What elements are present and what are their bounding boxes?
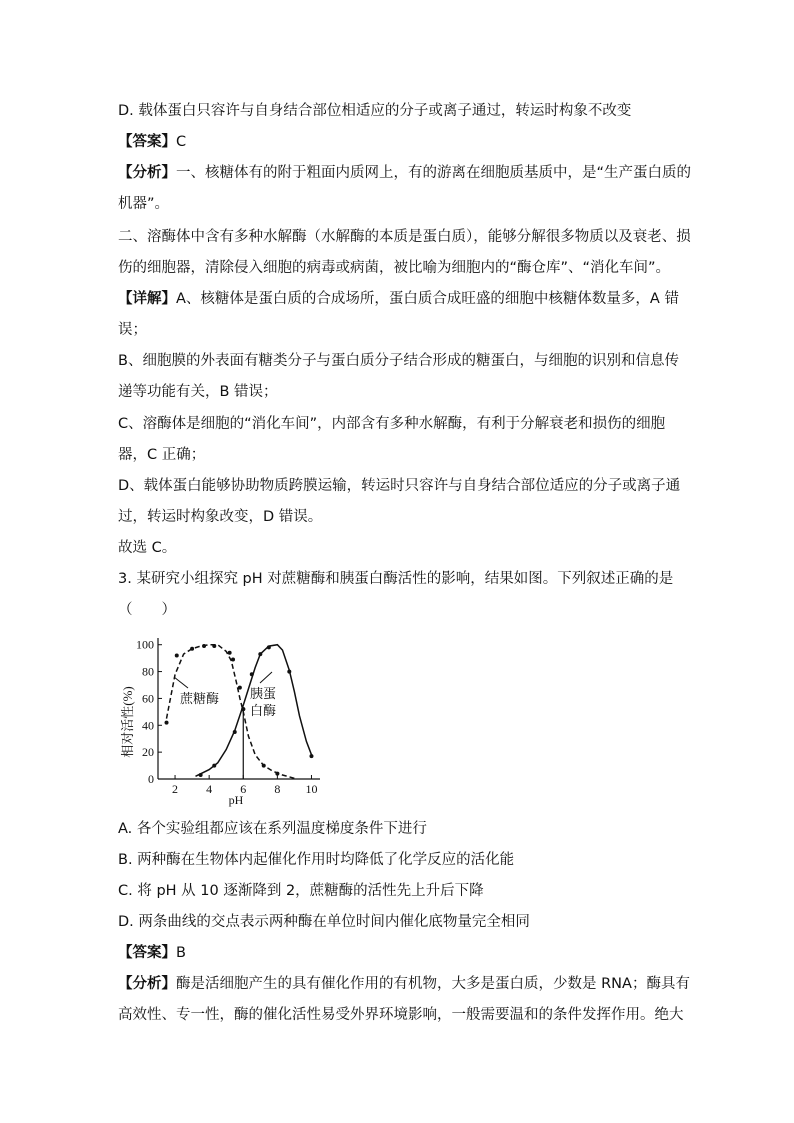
- y-tick-label: 0: [148, 772, 154, 786]
- detail-line-8: 过，转运时构象改变，D 错误。: [118, 509, 323, 525]
- y-tick-label: 100: [136, 637, 154, 652]
- trypsin-data-point: [250, 672, 254, 676]
- chart-axes: [158, 638, 320, 779]
- sucrase-data-point: [212, 644, 216, 648]
- sucrase-data-point: [190, 647, 194, 651]
- trypsin-annotation-2: 白酶: [250, 703, 277, 718]
- chart-ticks: [136, 638, 317, 796]
- analysis-line-1: [118, 163, 691, 183]
- trypsin-data-point: [287, 670, 291, 674]
- y-tick-label: 60: [142, 691, 154, 706]
- analysis-line-6: 高效性、专一性，酶的催化活性易受外界环境影响，一般需要温和的条件发挥作用。绝大: [118, 1007, 684, 1023]
- trypsin-data-point: [199, 773, 203, 777]
- ph-activity-chart: [110, 628, 330, 810]
- answer-label-2: 【答案】: [118, 945, 176, 961]
- answer-label: 【答案】: [118, 134, 176, 150]
- trypsin-data-point: [267, 645, 271, 649]
- detail-line-1: [118, 289, 679, 309]
- analysis-text-2: 酶是活细胞产生的具有催化作用的有机物，大多是蛋白质，少数是 RNA；酶具有: [176, 976, 690, 992]
- question-stem: 3. 某研究小组探究 pH 对蔗糖酶和胰蛋白酶活性的影响，结果如图。下列叙述正确的是: [118, 571, 674, 587]
- analysis-text: 一、核糖体有的附于粗面内质网上，有的游离在细胞质基质中，是“生产蛋白质的: [176, 165, 692, 181]
- sucrase-data-point: [228, 651, 232, 655]
- option-b[interactable]: B. 两种酶在生物体内起催化作用时均降低了化学反应的活化能: [118, 852, 515, 868]
- y-tick-label: 80: [142, 664, 154, 679]
- sucrase-data-point: [262, 764, 266, 768]
- detail-line-3: B、细胞膜的外表面有糖类分子与蛋白质分子结合形成的糖蛋白，与细胞的识别和信息传: [118, 353, 679, 369]
- trypsin-annotation-1: 胰蛋: [250, 686, 277, 701]
- analysis-line-2: 机器”。: [118, 196, 170, 212]
- detail-line-5: C、溶酶体是细胞的“消化车间”，内部含有多种水解酶，有利于分解衰老和损伤的细胞: [118, 416, 666, 432]
- option-d-previous: D. 载体蛋白只容许与自身结合部位相适应的分子或离子通过，转运时构象不改变: [118, 103, 632, 119]
- sucrase-data-point: [275, 772, 279, 776]
- detail-label: 【详解】: [118, 291, 176, 307]
- option-c[interactable]: C. 将 pH 从 10 逐渐降到 2，蔗糖酶的活性先上升后下降: [118, 883, 484, 899]
- sucrase-data-point: [238, 686, 242, 690]
- trypsin-data-point: [212, 764, 216, 768]
- detail-line-4: 递等功能有关，B 错误；: [118, 384, 278, 400]
- question-blank: （ ）: [118, 602, 176, 618]
- option-a[interactable]: A. 各个实验组都应该在系列温度梯度条件下进行: [118, 821, 427, 837]
- x-tick-label: 10: [305, 782, 318, 796]
- detail-text: A、核糖体是蛋白质的合成场所，蛋白质合成旺盛的细胞中核糖体数量多，A 错: [176, 291, 679, 307]
- sucrase-annotation: 蔗糖酶: [180, 691, 220, 706]
- sucrase-data-point: [231, 657, 235, 661]
- x-tick-label: 8: [274, 782, 281, 796]
- answer-value-2: B: [176, 945, 186, 961]
- sucrase-data-point: [202, 644, 206, 648]
- analysis-line-5: [118, 974, 690, 994]
- conclusion-line: 故选 C。: [118, 540, 177, 556]
- option-d[interactable]: D. 两条曲线的交点表示两种酶在单位时间内催化底物量完全相同: [118, 914, 530, 930]
- detail-line-6: 器，C 正确；: [118, 447, 206, 463]
- analysis-label-2: 【分析】: [118, 976, 176, 992]
- detail-line-2: 误；: [118, 322, 147, 338]
- chart-xlabel: pH: [228, 793, 244, 807]
- trypsin-data-point: [309, 754, 313, 758]
- sucrase-label-leader: [174, 677, 188, 688]
- trypsin-data-point: [258, 652, 262, 656]
- trypsin-label-leader: [260, 672, 272, 683]
- detail-line-7: D、载体蛋白能够协助物质跨膜运输，转运时只容许与自身结合部位适应的分子或离子通: [118, 478, 681, 494]
- x-tick-label: 4: [206, 782, 213, 796]
- sucrase-data-point: [165, 721, 169, 725]
- answer-line: [118, 132, 186, 152]
- analysis-label: 【分析】: [118, 165, 176, 181]
- trypsin-data-point: [233, 730, 237, 734]
- y-tick-label: 20: [142, 745, 154, 760]
- chart-ylabel: 相对活性(%): [120, 686, 135, 758]
- trypsin-data-point: [241, 707, 245, 711]
- answer-line-2: [118, 943, 186, 963]
- analysis-line-3: 二、溶酶体中含有多种水解酶（水解酶的本质是蛋白质），能够分解很多物质以及衰老、损: [118, 229, 691, 245]
- analysis-line-4: 伤的细胞器，清除侵入细胞的病毒或病菌，被比喻为细胞内的“酶仓库”、“消化车间”。: [118, 260, 671, 276]
- x-tick-label: 6: [240, 782, 247, 796]
- x-tick-label: 2: [172, 782, 179, 796]
- answer-value: C: [176, 134, 187, 150]
- sucrase-data-point: [175, 653, 179, 657]
- y-tick-label: 40: [142, 718, 154, 733]
- chart-series: [165, 644, 314, 779]
